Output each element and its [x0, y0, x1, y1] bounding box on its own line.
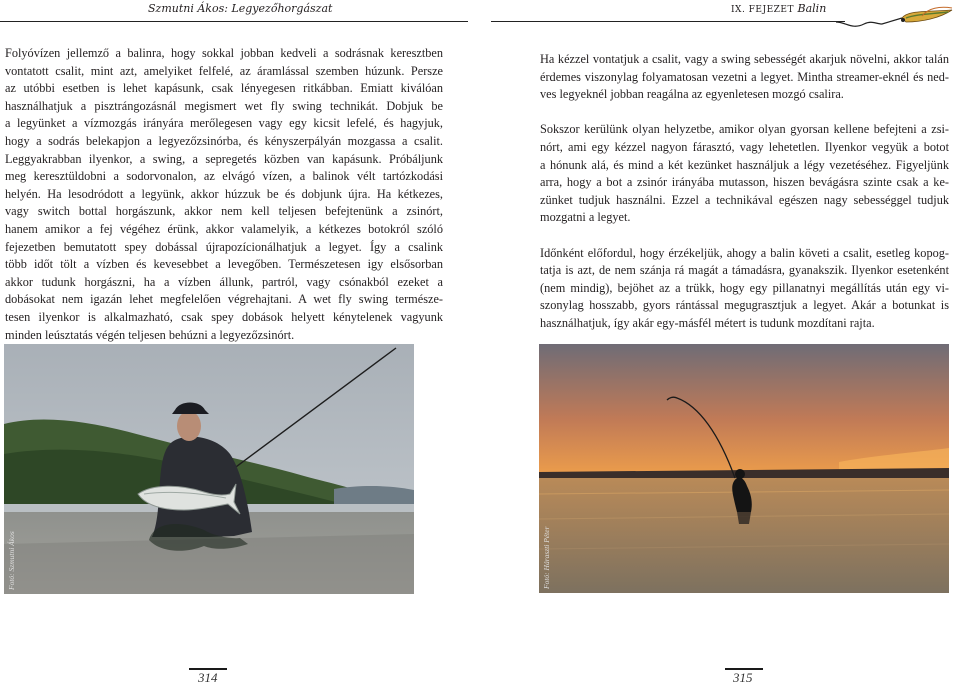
left-body-text — [5, 45, 443, 344]
photo-credit: Fotó: Háraszti Péter — [542, 526, 551, 589]
photo-angler-with-fish — [4, 344, 414, 594]
photo-credit: Fotó: Szmutni Ákos — [7, 531, 16, 590]
page-number-right: 315 — [733, 670, 753, 685]
text-line: használhatjuk a pisztrángozásnál megismert wet fly swing technikát. Dobjuk be — [5, 98, 443, 113]
text-line: az utóbbi esetben is lehet kapásunk, csak lényegesen ritkábban. Emiatt kiválóan — [5, 81, 443, 96]
text-line: a hónunk alá, és mind a két kezünket használjuk a légy vezetéséhez. Figyeljünk — [540, 157, 949, 172]
running-header-left: Szmutni Ákos: Legyezőhorgászat — [148, 2, 333, 15]
text-line: hogy a sodrás belekapjon a legyezőzsinórba, és kényszerpályán mozgassa a csalit. — [5, 133, 443, 148]
photo-scene — [539, 344, 949, 593]
text-line: (nem mindig), bejöhet az a trükk, hogy egy pillanatnyi megállítás után egy vi- — [540, 280, 949, 295]
right-body-text — [540, 51, 949, 333]
text-line: Folyóvízen jellemző a balinra, hogy sokkal jobban kedveli a sodrásnak keresztben — [5, 46, 443, 60]
text-line: Ha kézzel vontatjuk a csalit, vagy a swing sebességét akarjuk növelni, akkor talán — [540, 52, 949, 66]
text-line: Leggyakrabban ilyenkor, a swing, a sepregetés közben van kapásunk. Próbáljunk — [5, 151, 443, 166]
text-line: Sokszor kerülünk olyan helyzetbe, amikor olyan gyorsan kellene befejteni a zsi- — [540, 122, 949, 137]
text-line: több időt tölt a vízben és kevesebbet a levegőben. Természetesen igy elsősorban — [5, 257, 443, 272]
text-line: használhatjuk, így akár egy-másfél métert is tudunk mozdítani rajta. — [540, 315, 875, 330]
text-line: minden leúsztatás végén teljesen behúzni a legyezőzsinórt. — [5, 327, 295, 342]
text-line: nórt, ami egy kézzel nagyon fárasztó, vagy lehetetlen. Ilyenkor vegyük a botot — [540, 139, 949, 154]
photo-scene — [4, 344, 414, 594]
chapter-label: IX. FEJEZET — [731, 5, 795, 15]
chapter-title: Balin — [797, 2, 827, 15]
text-line: érdemes viszonylag folyamatosan vezetni a legyet. Mintha streamer-eknél és ned- — [540, 69, 949, 84]
text-line: vagy switch bottal horgászunk, akkor nem kell teljesen befejtenünk a zsinórt, — [5, 204, 443, 219]
text-line: hanem amikor a fej végéhez érünk, akkor valamelyik, a kétkezes botokról szóló — [5, 221, 443, 236]
photo-sunset-angler — [539, 344, 949, 593]
header-rule-left — [0, 21, 468, 22]
text-line: tesen ilyenkor is alkalmazható, csak spey dobások helyett kénytelenek vagyunk — [5, 309, 443, 324]
text-line: vontatott csalit, mint azt, amelyiket felfelé, az áramlással szemben húzunk. Persze — [5, 63, 443, 78]
text-line: helyén. Ha lesodródott a legyünk, akkor húzzuk be és dobjunk újra. Ha kétkezes, — [5, 186, 443, 201]
text-line: dobásokat nem igazán lehet megfelelően végrehajtani. A wet fly swing természe- — [5, 292, 443, 307]
text-line: tatja is azt, de nem szánja rá magát a támadásra, gyanakszik. Ilyenkor esetenként — [540, 263, 949, 278]
text-line: Időnként előfordul, hogy érzékeljük, ahogy a balin követi a csalit, esetleg kopog- — [540, 245, 949, 260]
header-rule-right — [491, 21, 845, 22]
text-line: meg keresztüldobni a sodorvonalon, az elvágó vízen, a balinok vélt tartózkodási — [5, 169, 443, 184]
fly-lure-icon — [836, 4, 959, 30]
page-number-left: 314 — [198, 670, 218, 685]
text-line: akkor tudunk horgászni, ha a vízben állunk, partról, vagy csónakból ezeket a — [5, 274, 443, 289]
text-line: arra, hogy a bot a zsinór irányába mutasson, hiszen bevágásra szinte csak a ke- — [540, 175, 949, 190]
text-line: zünket tudjuk használni. Ezzel a technikával egészen nagy sebességgel tudjuk — [540, 192, 949, 207]
text-line: fejezetben bemutatott spey dobással újrapozícionálhatjuk a legyet. Így a csalink — [5, 239, 443, 254]
running-header-right — [731, 2, 826, 15]
text-line: a legyünket a vízmozgás irányára merőlegesen vagy egy kicsit lefelé, és hagyjuk, — [5, 116, 443, 131]
text-line: mozgatni a legyet. — [540, 210, 631, 225]
text-line: szonylag hosszabb, gyors rántással megugrasztjuk a legyet. Akár a botunkat is — [540, 298, 949, 313]
text-line: ves legyeknél jobban reagálna az egyenletesen mozgó csalira. — [540, 87, 844, 102]
